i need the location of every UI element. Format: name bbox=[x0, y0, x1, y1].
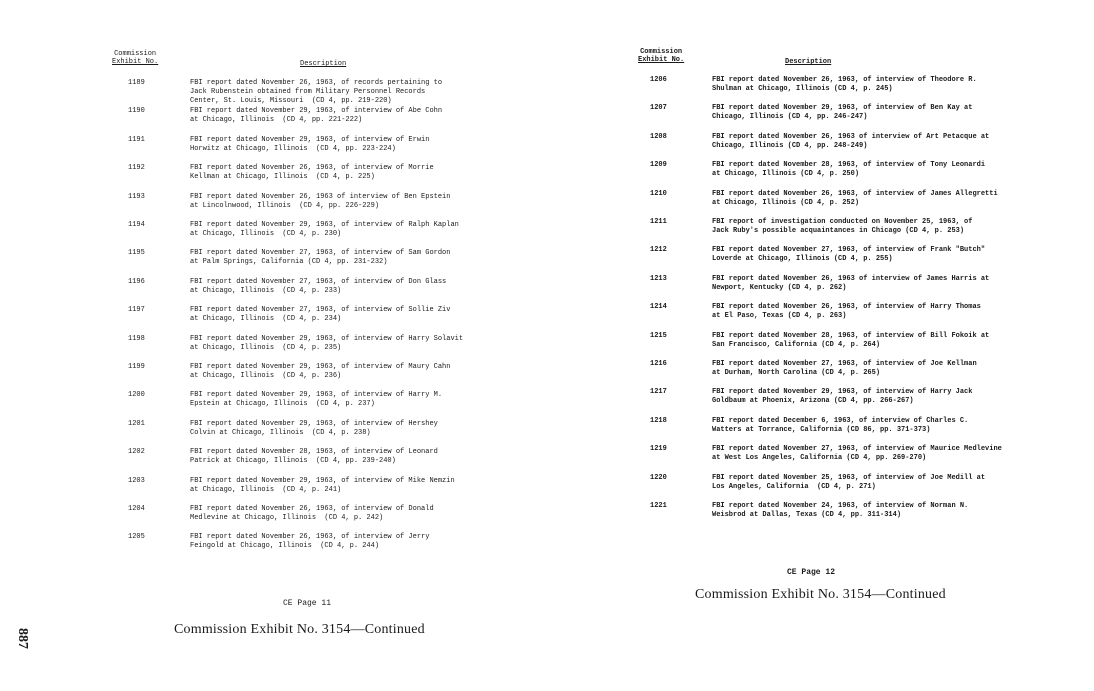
exhibit-number: 1214 bbox=[650, 303, 667, 312]
exhibit-description: FBI report dated November 26, 1963, of interview of Theodore R. Shulman at Chicago, Illinois (CD 4, p. 245) bbox=[712, 76, 977, 93]
exhibit-description: FBI report dated November 26, 1963, of interview of Harry Thomas at El Paso, Texas (CD 4, p. 263) bbox=[712, 303, 981, 321]
exhibit-number: 1205 bbox=[128, 533, 145, 542]
exhibit-description: FBI report dated December 6, 1963, of interview of Charles C. Watters at Torrance, California (CD 86, pp. 371-373) bbox=[712, 416, 969, 434]
exhibit-description: FBI report dated November 26, 1963, of interview of James Allegretti at Chicago, Illinois (CD 4, p. 252) bbox=[712, 189, 998, 207]
exhibit-description: FBI report dated November 26, 1963 of interview of James Harris at Newport, Kentucky (CD 4, p. 262) bbox=[712, 274, 990, 292]
exhibit-number: 1216 bbox=[650, 360, 667, 368]
exhibit-number: 1218 bbox=[650, 416, 667, 425]
exhibit-number: 1215 bbox=[650, 331, 667, 340]
exhibit-number: 1219 bbox=[650, 445, 667, 454]
exhibit-description: FBI report dated November 29, 1963, of interview of Harry Solavit at Chicago, Illinois (CD 4, p. 235) bbox=[190, 334, 464, 352]
ce-page-label: CE Page 12 bbox=[787, 568, 836, 577]
description-header: Description bbox=[785, 58, 832, 66]
exhibit-number: 1207 bbox=[650, 104, 667, 113]
exhibit-number: 1206 bbox=[650, 76, 667, 84]
exhibit-description: FBI report dated November 27, 1963, of interview of Joe Kellman at Durham, North Carolina (CD 4, p. 265) bbox=[712, 360, 977, 377]
exhibit-description: FBI report dated November 26, 1963 of interview of Art Petacque at Chicago, Illinois (CD 4, pp. 248-249) bbox=[712, 132, 990, 150]
exhibit-number: 1191 bbox=[128, 135, 145, 144]
exhibit-description: FBI report dated November 27, 1963, of interview of Sam Gordon at Palm Springs, California (CD 4, pp. 231-232) bbox=[190, 249, 451, 267]
exhibit-number: 1208 bbox=[650, 132, 667, 141]
exhibit-description: FBI report dated November 28, 1963, of interview of Leonard Patrick at Chicago, Illinois (CD 4, pp. 239-240) bbox=[190, 448, 438, 466]
exhibit-number: 1189 bbox=[128, 79, 145, 87]
exhibit-number: 1220 bbox=[650, 473, 667, 482]
exhibit-number: 1190 bbox=[128, 107, 145, 116]
exhibit-number: 1198 bbox=[128, 334, 145, 343]
exhibit-description: FBI report dated November 29, 1963, of interview of Hershey Colvin at Chicago, Illinois (CD 4, p. 238) bbox=[190, 419, 438, 437]
exhibit-description: FBI report dated November 26, 1963, of interview of Morrie Kellman at Chicago, Illinois (CD 4, p. 225) bbox=[190, 164, 434, 182]
exhibit-number: 1193 bbox=[128, 192, 145, 201]
exhibit-description: FBI report dated November 24, 1963, of interview of Norman N. Weisbrod at Dallas, Texas (CD 4, pp. 311-314) bbox=[712, 502, 969, 519]
exhibit-description: FBI report dated November 29, 1963, of interview of Mike Nemzin at Chicago, Illinois (CD 4, p. 241) bbox=[190, 476, 455, 494]
exhibit-number: 1194 bbox=[128, 221, 145, 229]
exhibit-number: 1200 bbox=[128, 391, 145, 400]
exhibit-number: 1209 bbox=[650, 161, 667, 170]
exhibit-description: FBI report dated November 29, 1963, of interview of Harry M. Epstein at Chicago, Illinois (CD 4, p. 237) bbox=[190, 391, 443, 409]
exhibit-number: 1213 bbox=[650, 274, 667, 283]
exhibit-description: FBI report of investigation conducted on November 25, 1963, of Jack Ruby's possible acquaintances in Chicago (CD 4, p. 253) bbox=[712, 218, 973, 235]
exhibit-description: FBI report dated November 25, 1963, of interview of Joe Medill at Los Angeles, California (CD 4, p. 271) bbox=[712, 473, 986, 491]
exhibit-description: FBI report dated November 27, 1963, of interview of Maurice Medlevine at West Los Angeles, California (CD 4, pp. 269-270) bbox=[712, 445, 1002, 463]
right-page bbox=[560, 0, 1094, 691]
exhibit-description: FBI report dated November 29, 1963, of interview of Harry Jack Goldbaum at Phoenix, Arizona (CD 4, pp. 266-267) bbox=[712, 388, 973, 406]
exhibit-description: FBI report dated November 29, 1963, of interview of Maury Cahn at Chicago, Illinois (CD 4, p. 236) bbox=[190, 363, 451, 380]
header-line-2: Exhibit No. bbox=[638, 56, 685, 64]
exhibit-description: FBI report dated November 29, 1963, of interview of Ralph Kaplan at Chicago, Illinois (CD 4, p. 230) bbox=[190, 221, 459, 238]
exhibit-number: 1197 bbox=[128, 306, 145, 315]
exhibit-title: Commission Exhibit No. 3154—Continued bbox=[174, 622, 425, 637]
exhibit-no-header bbox=[638, 48, 684, 64]
exhibit-description: FBI report dated November 29, 1963, of interview of Erwin Horwitz at Chicago, Illinois (CD 4, pp. 223-224) bbox=[190, 135, 430, 153]
header-line-2: Exhibit No. bbox=[112, 58, 159, 66]
exhibit-description: FBI report dated November 27, 1963, of interview of Don Glass at Chicago, Illinois (CD 4, p. 233) bbox=[190, 277, 447, 295]
exhibit-number: 1217 bbox=[650, 388, 667, 397]
exhibit-description: FBI report dated November 28, 1963, of interview of Tony Leonardi at Chicago, Illinois (CD 4, p. 250) bbox=[712, 161, 986, 179]
exhibit-description: FBI report dated November 26, 1963, of interview of Jerry Feingold at Chicago, Illinois (CD 4, p. 244) bbox=[190, 533, 430, 551]
exhibit-title: Commission Exhibit No. 3154—Continued bbox=[695, 587, 946, 602]
exhibit-number: 1202 bbox=[128, 448, 145, 457]
exhibit-description: FBI report dated November 26, 1963, of records pertaining to Jack Rubenstein obtained from Military Personnel Records Center, St. Louis, Missouri (CD 4, pp. 219-220) bbox=[190, 79, 443, 105]
exhibit-description: FBI report dated November 29, 1963, of interview of Ben Kay at Chicago, Illinois (CD 4, pp. 246-247) bbox=[712, 104, 973, 122]
description-header: Description bbox=[300, 60, 347, 68]
exhibit-number: 1195 bbox=[128, 249, 145, 258]
exhibit-number: 1210 bbox=[650, 189, 667, 198]
exhibit-number: 1204 bbox=[128, 505, 145, 513]
header-line-1: Commission bbox=[114, 50, 157, 58]
exhibit-description: FBI report dated November 27, 1963, of interview of Sollie Ziv at Chicago, Illinois (CD 4, p. 234) bbox=[190, 306, 451, 324]
exhibit-number: 1212 bbox=[650, 246, 667, 255]
exhibit-description: FBI report dated November 28, 1963, of interview of Bill Fokoik at San Francisco, California (CD 4, p. 264) bbox=[712, 331, 990, 349]
exhibit-number: 1211 bbox=[650, 218, 667, 226]
exhibit-number: 1221 bbox=[650, 502, 667, 510]
exhibit-description: FBI report dated November 27, 1963, of interview of Frank "Butch" Loverde at Chicago, Illinois (CD 4, p. 255) bbox=[712, 246, 986, 264]
exhibit-number: 1192 bbox=[128, 164, 145, 173]
side-page-number: 887 bbox=[15, 628, 30, 649]
header-line-1: Commission bbox=[640, 48, 683, 56]
exhibit-number: 1199 bbox=[128, 363, 145, 371]
exhibit-description: FBI report dated November 29, 1963, of interview of Abe Cohn at Chicago, Illinois (CD 4, pp. 221-222) bbox=[190, 107, 443, 125]
exhibit-number: 1203 bbox=[128, 476, 145, 485]
exhibit-description: FBI report dated November 26, 1963 of interview of Ben Epstein at Lincolnwood, Illinois (CD 4, pp. 226-229) bbox=[190, 192, 451, 210]
exhibit-description: FBI report dated November 26, 1963, of interview of Donald Medlevine at Chicago, Illinois (CD 4, p. 242) bbox=[190, 505, 434, 522]
exhibit-number: 1201 bbox=[128, 419, 145, 428]
exhibit-no-header bbox=[112, 50, 158, 66]
ce-page-label: CE Page 11 bbox=[283, 599, 332, 608]
exhibit-number: 1196 bbox=[128, 277, 145, 286]
